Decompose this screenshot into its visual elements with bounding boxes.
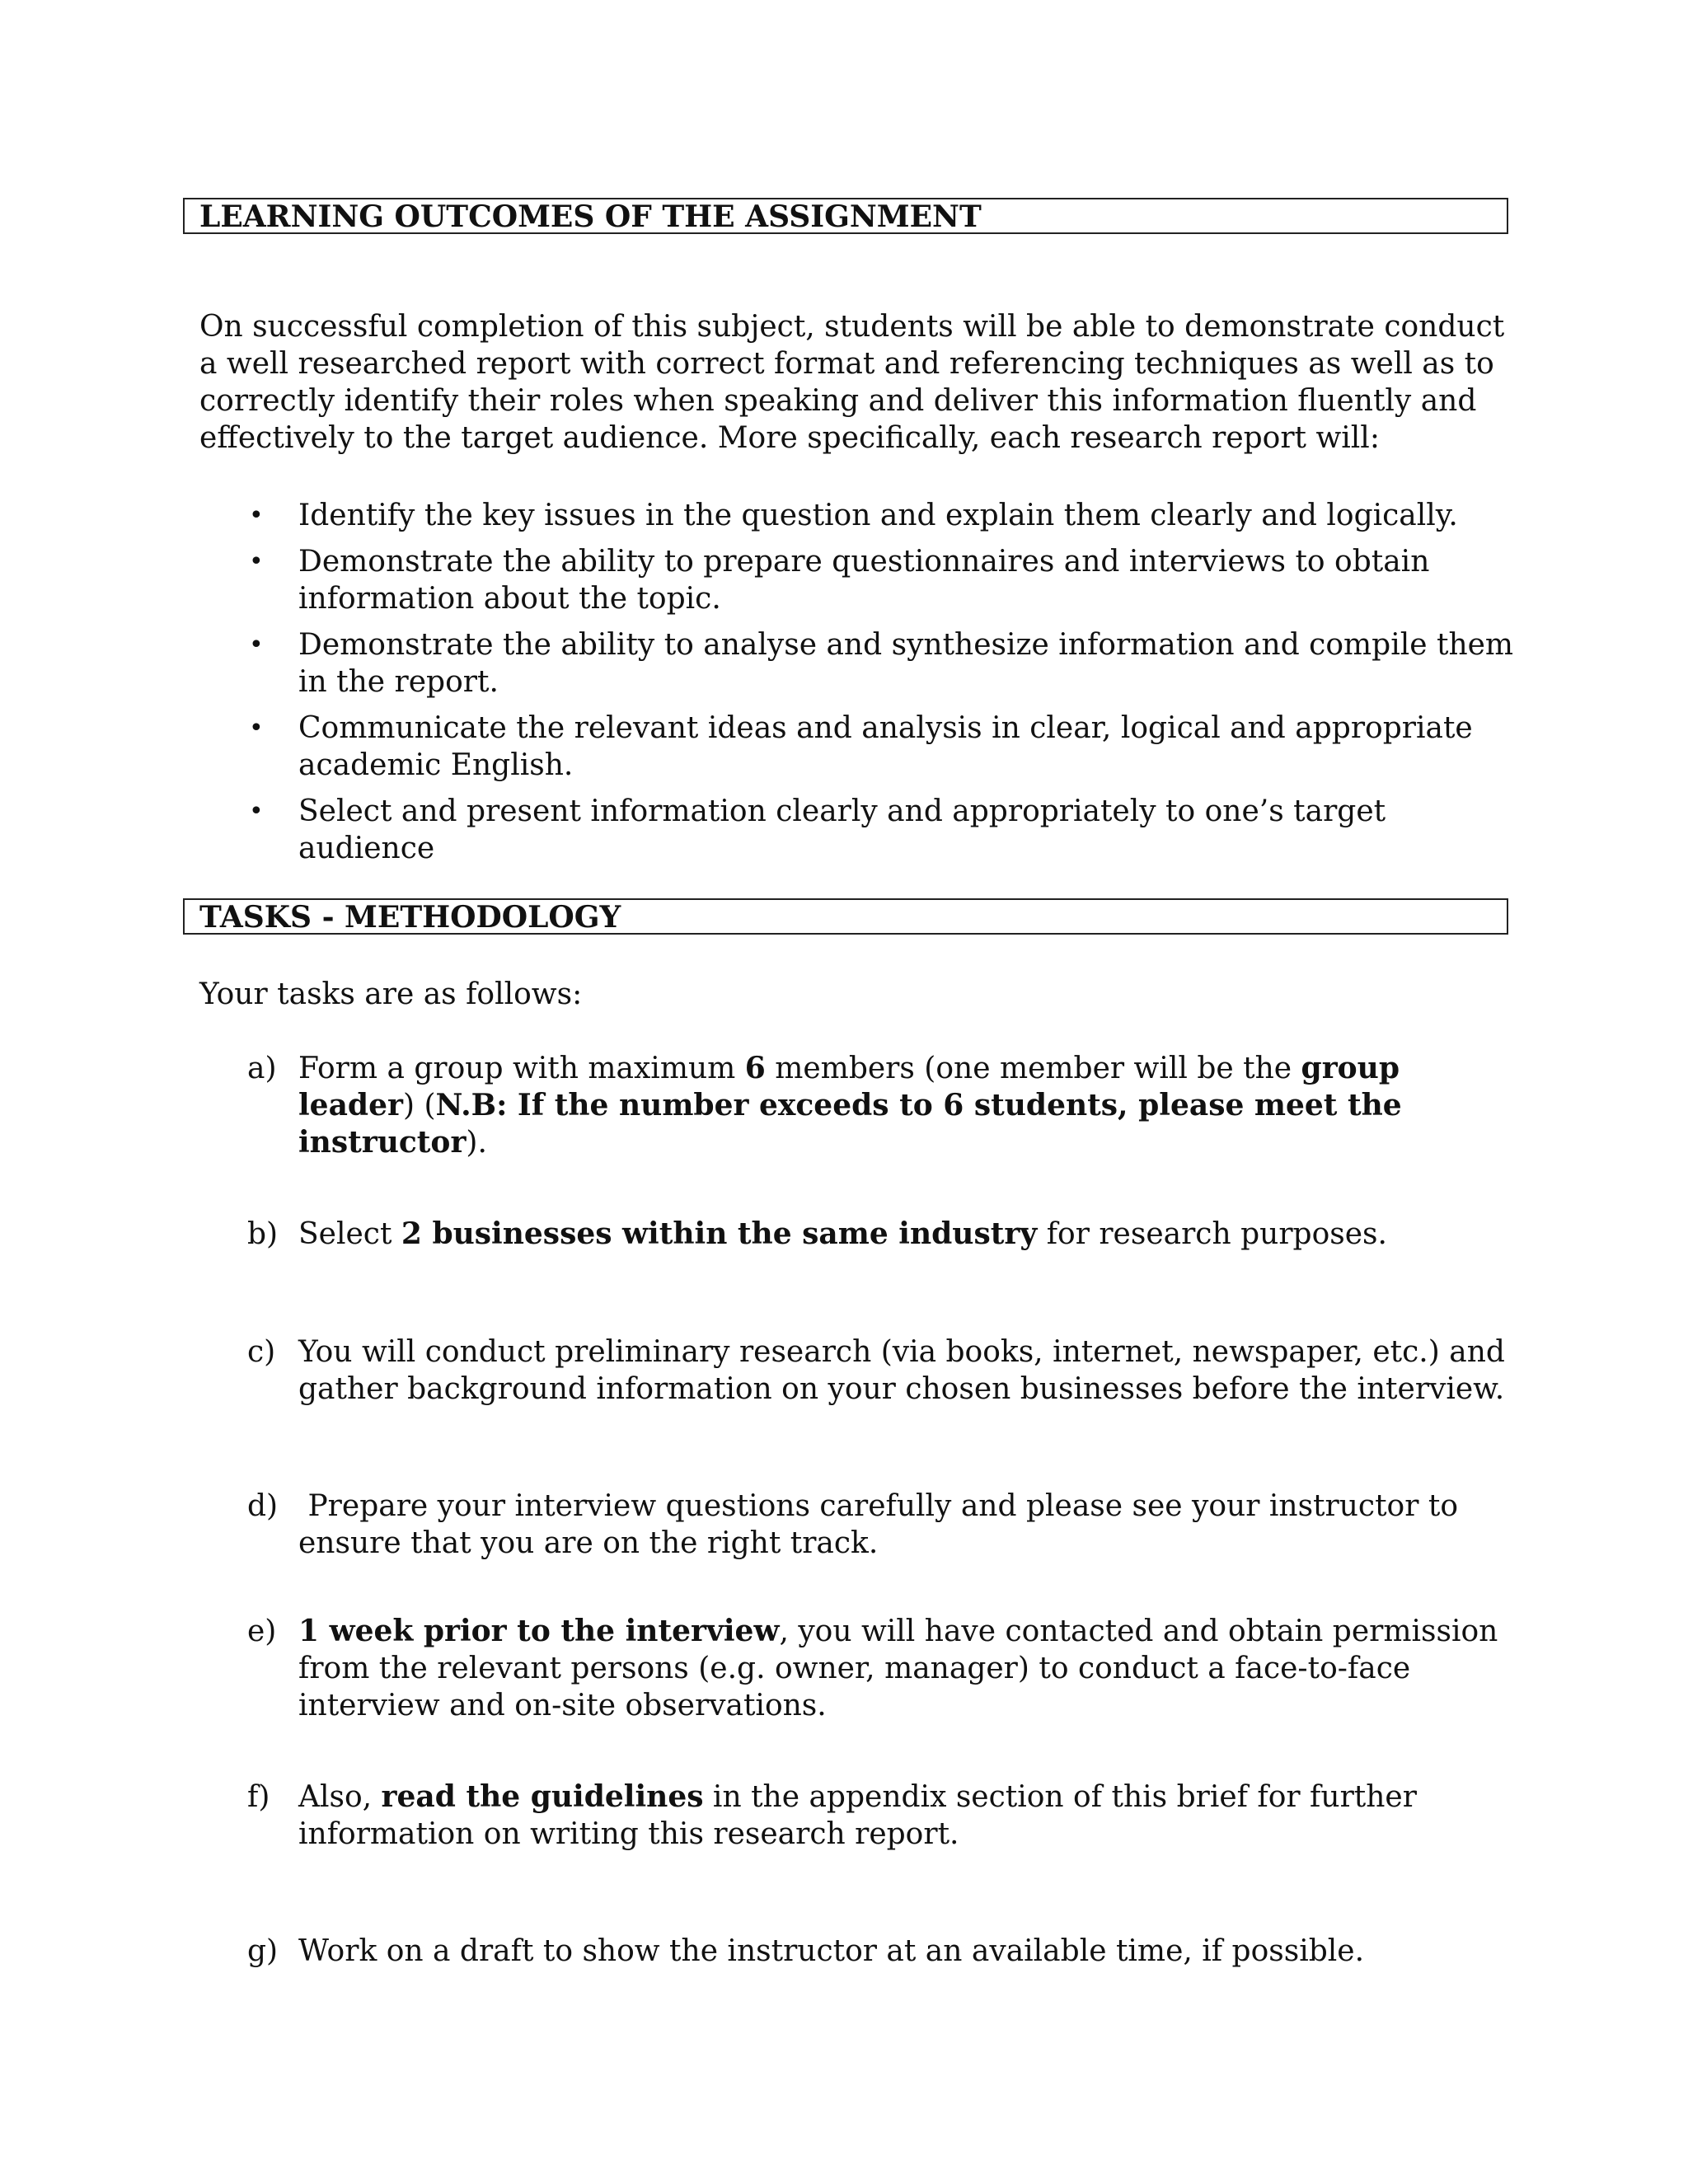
list-item (199, 626, 1518, 701)
task-text: Work on a draft to show the instructor at an available time, if possible. (298, 1934, 1365, 1968)
bullet-text: Identify the key issues in the question and explain them clearly and logically. (298, 499, 1458, 532)
task-letter: f) (247, 1780, 270, 1814)
task-item-g (199, 1933, 1518, 1970)
task-letter: b) (247, 1217, 279, 1251)
task-text: Also, (298, 1780, 382, 1814)
task-item-c (199, 1333, 1518, 1408)
task-letter: c) (247, 1335, 276, 1369)
list-item (199, 793, 1518, 867)
task-emphasis: 1 week prior to the interview (298, 1614, 780, 1648)
bullet-text: Demonstrate the ability to prepare questionnaires and interviews to obtain information about the topic. (298, 545, 1430, 616)
task-text: in the appendix section of this brief for further information on writing this research report. (298, 1780, 1417, 1851)
task-letter: g) (247, 1934, 279, 1968)
bullet-icon: • (249, 797, 264, 826)
task-text: for research purposes. (1037, 1217, 1387, 1251)
bullet-icon: • (249, 714, 264, 743)
bullet-icon: • (249, 501, 264, 530)
list-item (199, 710, 1518, 784)
tasks-heading: TASKS - METHODOLOGY (183, 898, 1508, 935)
task-emphasis: read the guidelines (381, 1779, 704, 1814)
task-letter: d) (247, 1489, 279, 1523)
task-item-b (199, 1216, 1518, 1253)
task-emphasis: 6 (744, 1051, 766, 1085)
task-item-f (199, 1779, 1518, 1853)
task-emphasis: N.B: If the number exceeds to 6 students, please meet the instructor (298, 1088, 1402, 1160)
task-emphasis: group leader (298, 1051, 1400, 1122)
task-emphasis: 2 businesses within the same industry (401, 1216, 1038, 1251)
learning-outcomes-list (199, 497, 1518, 876)
task-text: ) ( (402, 1089, 436, 1122)
bullet-icon: • (249, 547, 264, 576)
bullet-text: Communicate the relevant ideas and analysis in clear, logical and appropriate academic English. (298, 711, 1473, 782)
learning-outcomes-heading: LEARNING OUTCOMES OF THE ASSIGNMENT (183, 198, 1508, 234)
task-text: , you will have contacted and obtain permission from the relevant persons (e.g. owner, manager) to conduct a face-to-face interview and on-site observations. (298, 1615, 1498, 1722)
task-text: Form a group with maximum (298, 1052, 745, 1085)
task-text: You will conduct preliminary research (via books, internet, newspaper, etc.) and gather background information on your chosen businesses before the interview. (298, 1335, 1505, 1406)
task-text: members (one member will be the (765, 1052, 1301, 1085)
bullet-text: Select and present information clearly and appropriately to one’s target audience (298, 794, 1386, 865)
list-item (199, 543, 1518, 617)
list-item (199, 497, 1518, 534)
task-letter: e) (247, 1615, 277, 1648)
task-text: ). (466, 1126, 487, 1160)
task-item-a (199, 1050, 1518, 1161)
learning-outcomes-intro: On successful completion of this subject, students will be able to demonstrate conduct a well researched report with correct format and referencing techniques as well as to correctly identify their roles when speaking and deliver this information fluently and effectively to the target audience. More specifically, each research report will: (199, 310, 1505, 455)
task-letter: a) (247, 1052, 277, 1085)
bullet-text: Demonstrate the ability to analyse and synthesize information and compile them in the report. (298, 628, 1514, 699)
bullet-icon: • (249, 630, 264, 659)
task-item-d (199, 1488, 1518, 1562)
tasks-intro: Your tasks are as follows: (199, 977, 583, 1011)
task-text: Select (298, 1217, 401, 1251)
task-item-e (199, 1613, 1518, 1724)
task-text: Prepare your interview questions carefully and please see your instructor to ensure that you are on the right track. (298, 1489, 1468, 1560)
